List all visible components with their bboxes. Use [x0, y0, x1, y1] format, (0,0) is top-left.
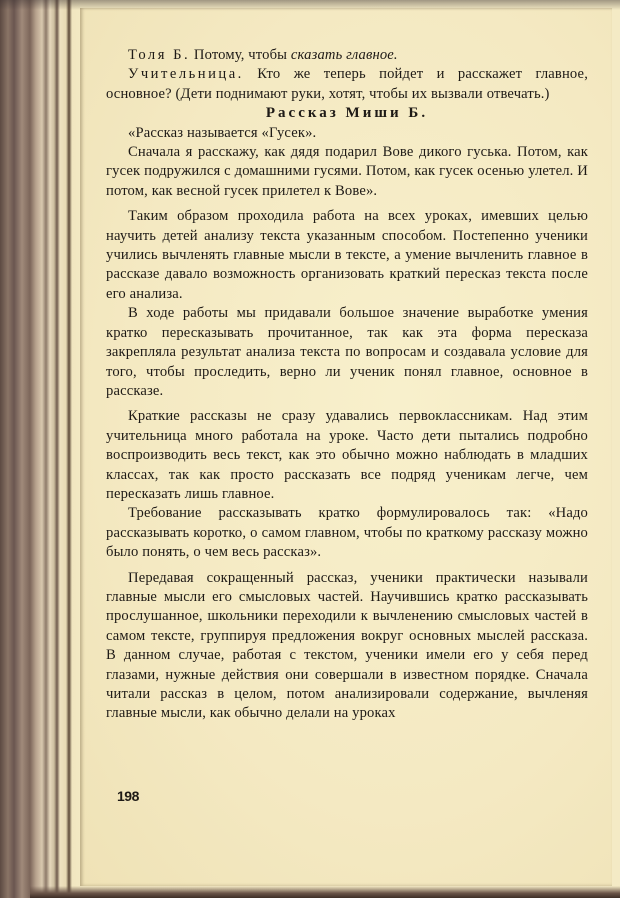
speaker-name: Учительница.: [128, 66, 244, 83]
page-text: [106, 46, 588, 724]
paragraph: Таким образом проходила работа на всех уроках, имевших целью научить детей анализу текста указанным способом. Постепенно ученики учились вычленять главные мысли в тексте, а умение вычленить главное в рассказе давало возможность организовать краткий пересказ текста после его анализа.: [106, 208, 588, 302]
dialogue-text: Кто же теперь пойдет и расскажет главное, основное? (Дети поднимают руки, хотят, чтобы их вызвали отвечать.): [106, 66, 588, 102]
dialogue-emphasis: сказать главное.: [290, 47, 398, 63]
dialogue-line-2: [106, 65, 588, 104]
paragraph: Краткие рассказы не сразу удавались первоклассникам. Над этим учительница много работала на уроке. Часто дети пытались подробно воспроизводить весь текст, как это обычно можно наблюдать в младших классах, так как просто рассказать все подряд ученикам легче, чем пересказать лишь главное.: [106, 408, 588, 502]
top-shadow: [0, 0, 620, 10]
dialogue-text: Потому, чтобы: [190, 47, 291, 63]
paragraph: В ходе работы мы придавали большое значение выработке умения кратко пересказывать прочитанное, так как эта форма пересказа закрепляла результат анализа текста по вопросам и создавала условие для того, чтобы проследить, верно ли ученик понял главное, основное в рассказе.: [106, 305, 588, 399]
story-line-1: «Рассказ называется «Гусек».: [128, 124, 317, 141]
page-number: 198: [117, 788, 139, 804]
dialogue-line-1: [106, 46, 588, 65]
story-line-2: Сначала я расскажу, как дядя подарил Вове дикого гуська. Потом, как гусек подружился с домашними гусями. Потом, как гусек осенью улетел. И потом, как весной гусек прилетел к Вове».: [106, 144, 588, 199]
paragraph: Требование рассказывать кратко формулировалось так: «Надо рассказывать коротко, о самом главном, чтобы по краткому рассказу можно было понять, о чем весь рассказ».: [106, 505, 588, 561]
speaker-name: Толя Б.: [128, 47, 191, 63]
paragraph: Передавая сокращенный рассказ, ученики практически называли главные мысли его смысловых частей. Научившись кратко рассказывать прослушанное, школьники переходили к вычленению смысловых частей в самом тексте, группируя предложения вокруг основных мыслей рассказа. В данном случае, работая с текстом, ученики имели его у себя перед глазами, нужные действия они совершали в известном порядке. Сначала читали рассказ в целом, потом анализировали содержание, вычленяя главные мысли, как обычно делали на уроках: [106, 569, 588, 722]
story-heading: Рассказ Миши Б.: [265, 105, 429, 122]
bottom-edge: [30, 886, 620, 898]
